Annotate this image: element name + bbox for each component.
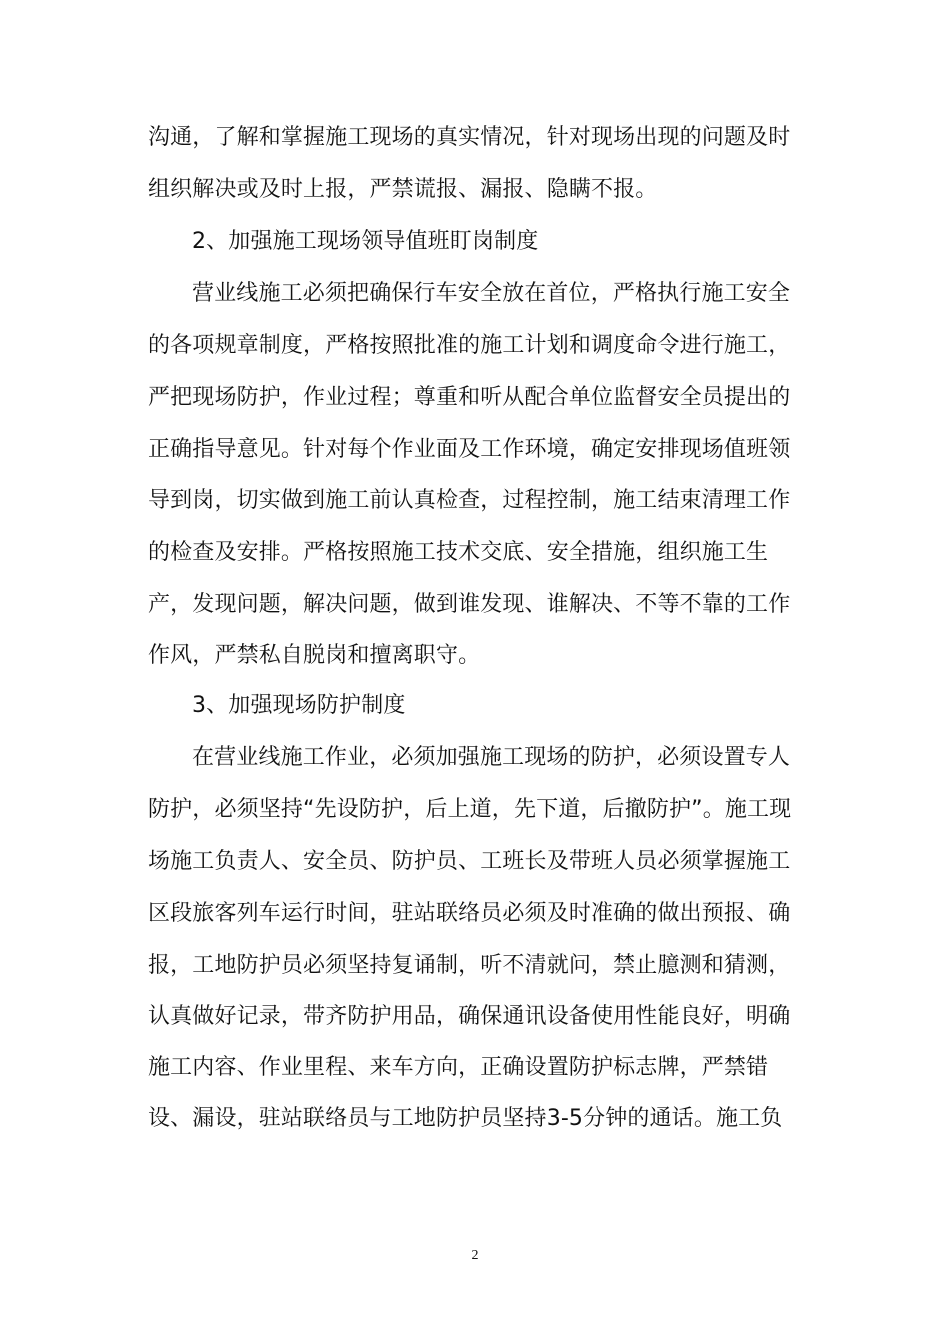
body-text-line: 产，发现问题，解决问题，做到谁发现、谁解决、不等不靠的工作 <box>148 592 791 617</box>
body-text-line: 正确指导意见。针对每个作业面及工作环境，确定安排现场值班领 <box>148 437 791 462</box>
body-text-line: 认真做好记录，带齐防护用品，确保通讯设备使用性能良好，明确 <box>148 1004 791 1029</box>
body-text-line: 防护，必须坚持“先设防护，后上道，先下道，后撤防护”。施工现 <box>148 797 792 822</box>
body-text-line: 严把现场防护，作业过程；尊重和听从配合单位监督安全员提出的 <box>148 385 791 410</box>
body-text-line: 施工内容、作业里程、来车方向，正确设置防护标志牌，严禁错 <box>148 1055 769 1080</box>
body-text-line: 的各项规章制度，严格按照批准的施工计划和调度命令进行施工， <box>148 333 791 358</box>
page-number: 2 <box>471 1248 479 1263</box>
body-text-line: 区段旅客列车运行时间，驻站联络员必须及时准确的做出预报、确 <box>148 901 791 926</box>
body-text-line: 作风，严禁私自脱岗和擅离职守。 <box>148 643 481 668</box>
body-text-line: 导到岗，切实做到施工前认真检查，过程控制，施工结束清理工作 <box>148 488 791 513</box>
body-text-line: 报，工地防护员必须坚持复诵制，听不清就问，禁止臆测和猜测， <box>148 953 791 978</box>
paragraph-first-line: 营业线施工必须把确保行车安全放在首位，严格执行施工安全 <box>192 281 791 306</box>
body-text-line: 的检查及安排。严格按照施工技术交底、安全措施，组织施工生 <box>148 540 769 565</box>
body-text-line: 场施工负责人、安全员、防护员、工班长及带班人员必须掌握施工 <box>148 849 791 874</box>
section-heading-3: 3、加强现场防护制度 <box>192 693 406 718</box>
body-text-line: 设、漏设，驻站联络员与工地防护员坚持3-5分钟的通话。施工负 <box>148 1106 783 1131</box>
section-heading-2: 2、加强施工现场领导值班盯岗制度 <box>192 229 539 254</box>
paragraph-first-line: 在营业线施工作业，必须加强施工现场的防护，必须设置专人 <box>192 745 791 770</box>
body-text-line: 沟通，了解和掌握施工现场的真实情况，针对现场出现的问题及时 <box>148 125 791 150</box>
body-text-line: 组织解决或及时上报，严禁谎报、漏报、隐瞒不报。 <box>148 177 658 202</box>
